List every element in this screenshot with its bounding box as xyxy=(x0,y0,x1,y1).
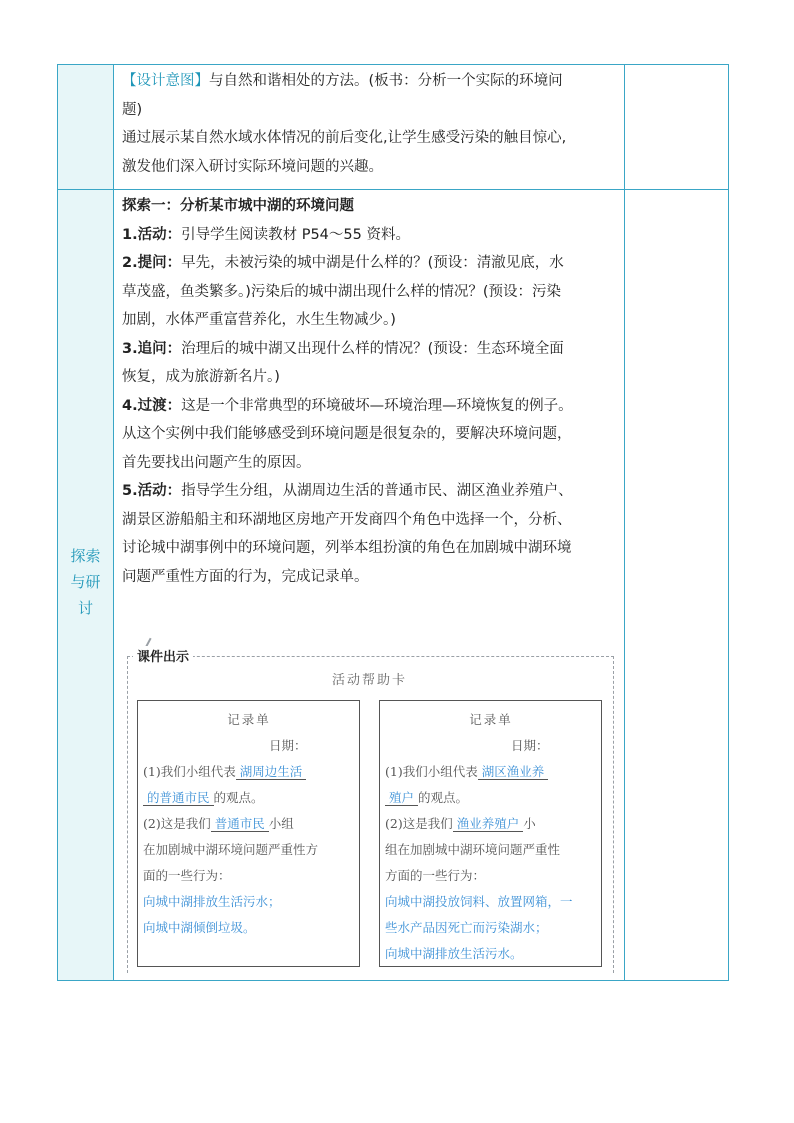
record-date: 日期： xyxy=(511,738,549,753)
record-p1-suffix: 的观点。 xyxy=(213,790,264,805)
record-answer-2: 些水产品因死亡而污染湖水； xyxy=(385,920,548,935)
record-p1-suffix: 的观点。 xyxy=(418,790,469,805)
record-p2-fill: 渔业养殖户 xyxy=(453,816,524,832)
table-border-left xyxy=(57,64,58,981)
design-intent-cell xyxy=(122,67,618,181)
item5-line2: 湖景区游船船主和环湖地区房地产开发商四个角色中选择一个，分析、 xyxy=(122,511,572,528)
item4-line2: 从这个实例中我们能够感受到环境问题是很复杂的，要解决环境问题， xyxy=(122,426,572,442)
item2-line2: 草茂盛，鱼类繁多。)污染后的城中湖出现什么样的情况？(预设：污染 xyxy=(122,283,562,300)
courseware-label: 课件出示 xyxy=(133,646,193,665)
record-p1-fill-b: 殖户 xyxy=(385,790,418,806)
table-col-divider-1 xyxy=(113,64,114,981)
record-p2-line2: 在加剧城中湖环境问题严重性方 xyxy=(143,842,319,857)
exploration-cell xyxy=(122,192,618,591)
item5-line1: 指导学生分组，从湖周边生活的普通市民、湖区渔业养殖户、 xyxy=(181,483,573,499)
table-border-bottom xyxy=(57,980,728,981)
item5-line4: 问题严重性方面的行为，完成记录单。 xyxy=(122,568,369,585)
section-label-line2: 与研 xyxy=(70,573,101,591)
left-column-bg-1 xyxy=(58,65,113,189)
item4-number: 4.过渡： xyxy=(122,397,182,414)
record-p1-fill-b: 的普通市民 xyxy=(143,790,214,806)
record-sheet-2 xyxy=(379,700,602,967)
design-intent-line2: 题) xyxy=(122,101,143,118)
record-p2-fill: 普通市民 xyxy=(211,816,269,832)
item4-line3: 首先要找出问题产生的原因。 xyxy=(122,454,311,471)
item4-line1: 这是一个非常典型的环境破坏—环境治理—环境恢复的例子。 xyxy=(181,397,573,414)
record-answer-3: 向城中湖排放生活污水。 xyxy=(385,946,523,961)
record-title: 记录单 xyxy=(227,712,271,727)
item2-number: 2.提问： xyxy=(122,255,182,271)
record-p2-suffix: 小组 xyxy=(268,816,294,831)
item2-line3: 加剧，水体严重富营养化，水生生物减少。) xyxy=(122,312,396,328)
item1-number: 1.活动： xyxy=(122,226,182,243)
record-answer-1: 向城中湖投放饲料、放置网箱，一 xyxy=(385,894,573,909)
record-p1-prefix: (1)我们小组代表 xyxy=(143,764,236,779)
record-p2-prefix: (2)这是我们 xyxy=(143,816,211,831)
section-label xyxy=(58,543,113,621)
record-p1-fill-a: 湖周边生活 xyxy=(236,764,307,780)
item5-line3: 讨论城中湖事例中的环境问题，列举本组扮演的角色在加剧城中湖环境 xyxy=(122,540,572,556)
section-label-line1: 探索 xyxy=(70,547,101,565)
design-intent-tag: 【设计意图】 xyxy=(122,73,209,89)
item3-line2: 恢复，成为旅游新名片。) xyxy=(122,369,280,385)
item3-number: 3.追问： xyxy=(122,340,182,357)
record-p2-line3: 方面的一些行为： xyxy=(385,868,486,883)
record-sheet-1 xyxy=(137,700,360,967)
section-label-line3: 讨 xyxy=(77,599,93,617)
table-col-divider-2 xyxy=(624,64,625,981)
record-p1-prefix: (1)我们小组代表 xyxy=(385,764,478,779)
activity-card-title: 活动帮助卡 xyxy=(331,673,407,688)
record-date: 日期： xyxy=(269,738,307,753)
item5-number: 5.活动： xyxy=(122,483,182,499)
design-intent-line4: 激发他们深入研讨实际环境问题的兴趣。 xyxy=(122,158,383,175)
record-p2-suffix: 小 xyxy=(523,816,536,831)
item1-text: 引导学生阅读教材 P54～55 资料。 xyxy=(181,226,410,243)
record-p2-prefix: (2)这是我们 xyxy=(385,816,453,831)
table-row-divider xyxy=(57,189,728,190)
record-p1-fill-a: 湖区渔业养 xyxy=(478,764,549,780)
table-border-top xyxy=(57,64,728,65)
table-border-right xyxy=(728,64,729,981)
record-answer-2: 向城中湖倾倒垃圾。 xyxy=(143,920,256,935)
record-title: 记录单 xyxy=(469,712,513,727)
record-p2-line3: 面的一些行为： xyxy=(143,868,231,883)
record-p2-line2: 组在加剧城中湖环境问题严重性 xyxy=(385,842,561,857)
item3-line1: 治理后的城中湖又出现什么样的情况？(预设：生态环境全面 xyxy=(181,340,564,357)
item2-line1: 早先，未被污染的城中湖是什么样的？(预设：清澈见底，水 xyxy=(181,255,564,271)
record-answer-1: 向城中湖排放生活污水； xyxy=(143,894,281,909)
design-intent-text: 与自然和谐相处的方法。(板书：分析一个实际的环境问 xyxy=(209,73,563,89)
exploration-heading: 探索一：分析某市城中湖的环境问题 xyxy=(122,198,354,214)
design-intent-line3: 通过展示某自然水域水体情况的前后变化,让学生感受污染的触目惊心, xyxy=(122,130,567,146)
